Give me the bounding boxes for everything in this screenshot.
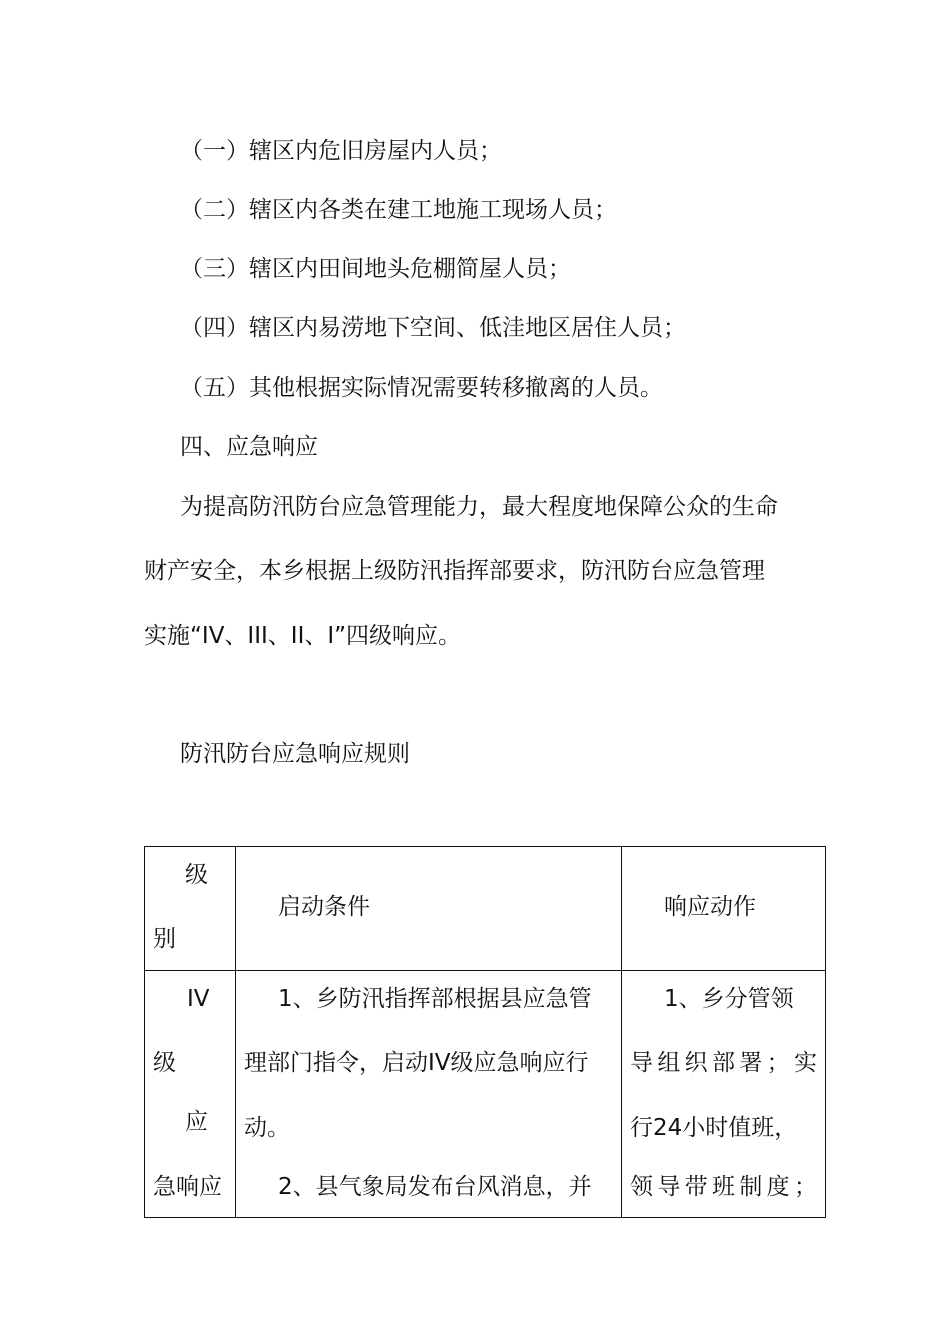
header-level-cell xyxy=(145,847,236,971)
row-level-line-1: IV xyxy=(187,986,210,1012)
paragraph-line-2: 财产安全，本乡根据上级防汛指挥部要求，防汛防台应急管理 xyxy=(144,558,765,584)
row-action-line-2 xyxy=(630,1052,817,1075)
row-condition-line-4: 2、县气象局发布台风消息，并 xyxy=(278,1174,592,1200)
row-condition-cell xyxy=(236,971,622,1218)
row-level-cell xyxy=(145,971,236,1218)
header-action-cell xyxy=(622,847,826,971)
glyph: 带 xyxy=(684,1174,708,1200)
list-item-2: （二）辖区内各类在建工地施工现场人员； xyxy=(180,197,617,223)
row-level-line-2: 级 xyxy=(153,1050,176,1076)
row-action-line-3: 行24小时值班， xyxy=(630,1115,798,1141)
glyph: 实 xyxy=(793,1050,817,1076)
row-action-line-4 xyxy=(630,1176,817,1199)
paragraph-line-3: 实施“IV、III、II、I”四级响应。 xyxy=(144,623,462,649)
table-title: 防汛防台应急响应规则 xyxy=(180,741,410,767)
header-level-line-1: 级 xyxy=(185,862,208,888)
glyph: 署 xyxy=(739,1050,763,1076)
list-item-5: （五）其他根据实际情况需要转移撤离的人员。 xyxy=(180,375,663,401)
row-condition-line-2: 理部门指令，启动IV级应急响应行 xyxy=(244,1050,589,1076)
response-rules-table xyxy=(144,846,826,1218)
glyph: 导 xyxy=(657,1174,681,1200)
row-level-line-4: 急响应 xyxy=(153,1174,222,1200)
glyph: 班 xyxy=(711,1174,735,1200)
row-level-line-3: 应 xyxy=(185,1109,208,1135)
glyph: 领 xyxy=(630,1174,653,1200)
list-item-1: （一）辖区内危旧房屋内人员； xyxy=(180,138,502,164)
row-condition-line-3: 动。 xyxy=(244,1115,290,1141)
glyph: ； xyxy=(766,1050,790,1076)
glyph: 度 xyxy=(766,1174,790,1200)
table-header-row xyxy=(145,847,826,971)
glyph: ； xyxy=(793,1174,817,1200)
row-condition-line-1: 1、乡防汛指挥部根据县应急管 xyxy=(278,986,592,1012)
row-action-cell xyxy=(622,971,826,1218)
header-action-label: 响应动作 xyxy=(664,894,756,920)
glyph: 部 xyxy=(711,1050,735,1076)
glyph: 制 xyxy=(739,1174,763,1200)
glyph: 组 xyxy=(657,1050,681,1076)
header-level-line-2: 别 xyxy=(153,926,176,952)
table-row xyxy=(145,971,826,1218)
list-item-3: （三）辖区内田间地头危棚简屋人员； xyxy=(180,256,571,282)
header-condition-label: 启动条件 xyxy=(278,894,370,920)
section-heading: 四、应急响应 xyxy=(180,434,318,460)
glyph: 导 xyxy=(630,1050,653,1076)
list-item-4: （四）辖区内易涝地下空间、低洼地区居住人员； xyxy=(180,315,686,341)
header-condition-cell xyxy=(236,847,622,971)
paragraph-line-1: 为提高防汛防台应急管理能力，最大程度地保障公众的生命 xyxy=(180,494,778,520)
row-action-line-1: 1、乡分管领 xyxy=(664,986,794,1012)
glyph: 织 xyxy=(684,1050,708,1076)
